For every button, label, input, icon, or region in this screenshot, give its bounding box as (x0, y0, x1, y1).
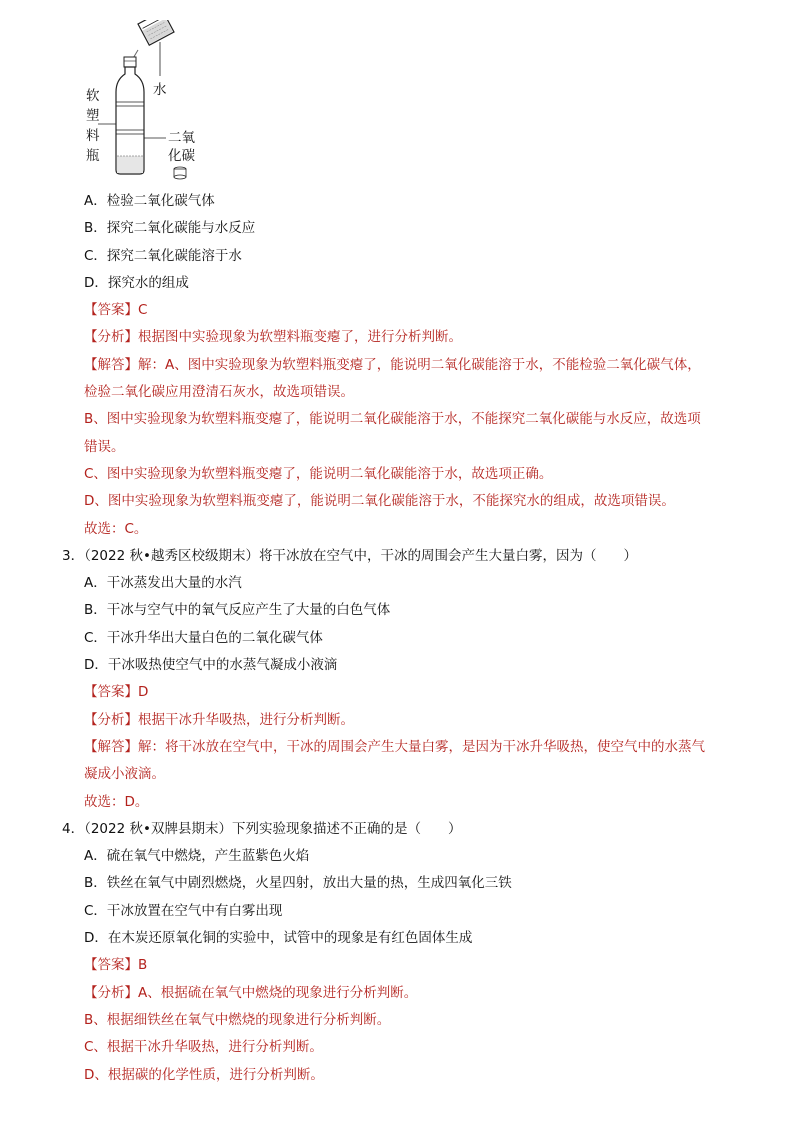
q4-analysis-line: C、根据干冰升华吸热，进行分析判断。 (84, 1039, 323, 1056)
solution-tag: 【解答】 (84, 356, 138, 373)
q3-option-d: D．干冰吸热使空气中的水蒸气凝成小液滴 (84, 657, 338, 674)
q3-option-a: A．干冰蒸发出大量的水汽 (84, 575, 242, 592)
q2-option-a: A．检验二氧化碳气体 (84, 193, 215, 209)
q2-solution-line: B、图中实验现象为软塑料瓶变瘪了，能说明二氧化碳能溶于水，不能探究二氧化碳能与水反应，故选项 (84, 411, 701, 428)
q2-answer (84, 297, 744, 324)
q3-solution-line: 凝成小液滴。 (84, 766, 165, 783)
q2-analysis (84, 324, 744, 351)
q4-analysis-line: B、根据细铁丝在氧气中燃烧的现象进行分析判断。 (84, 1011, 391, 1028)
analysis-text: A、根据硫在氧气中燃烧的现象进行分析判断。 (138, 984, 418, 1001)
q2-solution-line: 错误。 (84, 438, 125, 455)
q4-analysis-line: D、根据碳的化学性质，进行分析判断。 (84, 1066, 324, 1083)
q4-option-d: D．在木炭还原氧化铜的实验中，试管中的现象是有红色固体生成 (84, 930, 473, 947)
q3-answer (84, 679, 744, 706)
analysis-tag: 【分析】 (84, 984, 138, 1001)
q2-option-c: C．探究二氧化碳能溶于水 (84, 247, 242, 264)
answer-tag: 【答案】 (84, 302, 138, 319)
water-label: 水 (153, 82, 167, 98)
q3-option-c: C．干冰升华出大量白色的二氧化碳气体 (84, 629, 323, 646)
q2-solution-line (84, 352, 744, 379)
q4-option-c: C．干冰放置在空气中有白雾出现 (84, 902, 283, 919)
bottle-label: 软 塑 料 瓶 (86, 88, 100, 164)
co2-label-line2: 化碳 (168, 148, 195, 164)
answer-value: B (138, 957, 148, 974)
q2-solution-line: C、图中实验现象为软塑料瓶变瘪了，能说明二氧化碳能溶于水，故选项正确。 (84, 465, 553, 482)
q3-option-b: B．干冰与空气中的氧气反应产生了大量的白色气体 (84, 602, 391, 619)
q2-option-b: B．探究二氧化碳能与水反应 (84, 220, 256, 237)
experiment-figure (80, 20, 220, 185)
analysis-text: 根据干冰升华吸热，进行分析判断。 (138, 711, 354, 728)
co2-label-line1: 二氧 (168, 130, 195, 146)
q3-analysis (84, 707, 744, 734)
analysis-tag: 【分析】 (84, 329, 138, 346)
q2-solution-line: 检验二氧化碳应用澄清石灰水，故选项错误。 (84, 384, 354, 401)
q4-analysis (84, 980, 744, 1007)
answer-tag: 【答案】 (84, 957, 138, 974)
q2-option-d: D．探究水的组成 (84, 274, 189, 291)
q3-solution-line: 故选：D。 (84, 793, 149, 810)
answer-value: C (138, 302, 148, 319)
answer-value: D (138, 684, 149, 701)
q2-solution-line: 故选：C。 (84, 520, 148, 537)
solution-tag: 【解答】 (84, 738, 138, 755)
q4-option-a: A．硫在氧气中燃烧，产生蓝紫色火焰 (84, 848, 310, 865)
q4-option-b: B．铁丝在氧气中剧烈燃烧，火星四射，放出大量的热，生成四氧化三铁 (84, 875, 512, 892)
solution-text: 解：A、图中实验现象为软塑料瓶变瘪了，能说明二氧化碳能溶于水，不能检验二氧化碳气体， (138, 356, 701, 373)
analysis-tag: 【分析】 (84, 711, 138, 728)
q3-stem: 3．（2022 秋•越秀区校级期末）将干冰放在空气中，干冰的周围会产生大量白雾，因为（ ） (62, 547, 637, 564)
analysis-text: 根据图中实验现象为软塑料瓶变瘪了，进行分析判断。 (138, 329, 462, 346)
answer-tag: 【答案】 (84, 684, 138, 701)
q2-solution-line: D、图中实验现象为软塑料瓶变瘪了，能说明二氧化碳能溶于水，不能探究水的组成，故选项错误。 (84, 493, 675, 510)
document-body (62, 188, 744, 1089)
solution-text: 解：将干冰放在空气中，干冰的周围会产生大量白雾，是因为干冰升华吸热，使空气中的水蒸气 (138, 738, 705, 755)
q4-answer (84, 952, 744, 979)
q3-solution-line (84, 734, 744, 761)
q4-stem: 4．（2022 秋•双牌县期末）下列实验现象描述不正确的是（ ） (62, 820, 462, 837)
